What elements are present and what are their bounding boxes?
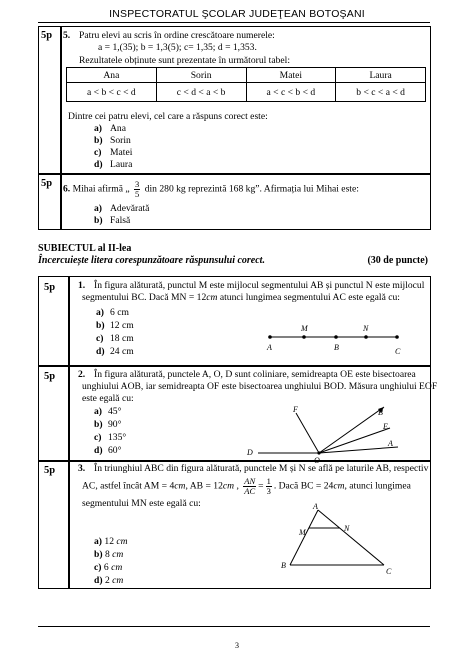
- option-label: b): [94, 549, 103, 560]
- q5-points-cell: [38, 26, 62, 175]
- label-b: B: [281, 561, 286, 570]
- q6-statement: [63, 180, 359, 199]
- point-n: [364, 335, 368, 339]
- s2q3-line-2-c: ,: [234, 480, 239, 492]
- option-number: 12: [104, 536, 114, 547]
- s2q2-line-1: În figura alăturată, punctele A, O, D sunt coliniare, semidreapta OE este bisectoarea: [94, 369, 416, 380]
- q5-points: 5p: [41, 30, 53, 41]
- point-c: [395, 335, 399, 339]
- s2q3-unit-1: cm: [174, 480, 186, 492]
- q6-points: 5p: [41, 178, 53, 189]
- option-number: 2: [104, 575, 110, 586]
- q5-option-label: b): [94, 135, 103, 146]
- point-o: [317, 451, 320, 454]
- q6-fraction: [134, 180, 140, 199]
- s2q2-line-2: unghiului AOB, iar semidreapta OF este bisectoarea unghiului BOD. Măsura unghiului EOF: [82, 381, 438, 392]
- option-label: c): [94, 562, 102, 573]
- label-a: A: [267, 343, 272, 352]
- label-o: O: [314, 456, 320, 464]
- option-number: 8: [104, 549, 110, 560]
- section-instruction: Încercuiește litera corespunzătoare răspunsului corect.: [38, 255, 265, 266]
- q6-option-label: a): [94, 203, 102, 214]
- q6-option-label: b): [94, 215, 103, 226]
- s2q1-points: 5p: [44, 282, 56, 293]
- option-unit: cm: [111, 562, 123, 573]
- s2q2-option-text: 135°: [108, 432, 127, 443]
- s2q1-number: 1.: [78, 280, 86, 291]
- s2q1-option-label: a): [96, 307, 104, 318]
- s2q2-option-text: 90°: [108, 419, 122, 430]
- table-cell: Sorin: [156, 68, 246, 83]
- q6-number: 6.: [63, 183, 71, 195]
- fraction-denominator: 3: [266, 486, 271, 496]
- fraction-numerator: AN: [244, 476, 256, 486]
- s2q1-option-text: 12 cm: [110, 320, 134, 331]
- fraction-denominator: AC: [244, 486, 256, 496]
- s2q1-option-label: b): [96, 320, 105, 331]
- q5-text-1: Patru elevi au scris în ordine crescătoare numerele:: [79, 30, 275, 41]
- side-ac: [318, 510, 384, 565]
- s2q1-option-label: c): [96, 333, 104, 344]
- s2q3-line-2-d: . Dacă BC = 24: [273, 480, 334, 492]
- label-n: N: [363, 324, 369, 333]
- point-b: [334, 335, 338, 339]
- table-cell: c < d < a < b: [156, 83, 246, 102]
- side-ab: [290, 510, 318, 565]
- s2q3-option: [94, 549, 123, 561]
- option-label: d): [94, 575, 103, 586]
- s2q1-line-2-a: segmentului BC. Dacă MN = 12: [82, 292, 207, 303]
- s2q2-option-text: 45°: [108, 406, 122, 417]
- label-e: E: [383, 422, 388, 431]
- option-unit: cm: [116, 536, 128, 547]
- label-a: A: [313, 502, 318, 511]
- s2q1-unit: cm: [206, 292, 218, 303]
- option-unit: cm: [112, 575, 124, 586]
- s2q3-line-1: În triunghiul ABC din figura alăturată, punctele M și N se află pe laturile AB, respectiv: [94, 463, 429, 474]
- table-cell: Ana: [67, 68, 157, 83]
- s2q3-line-2: [82, 477, 411, 496]
- s2q2-option-text: 60°: [108, 445, 122, 456]
- q6-text-after: din 280 kg reprezintă 168 kg”. Afirmația lui Mihai este:: [144, 183, 359, 195]
- table-row: [67, 68, 426, 83]
- q5-option-text: Matei: [110, 147, 133, 158]
- s2q3-fraction-an-ac: [243, 477, 256, 496]
- s2q1-option-text: 24 cm: [110, 346, 134, 357]
- s2q3-triangle-figure: [276, 502, 400, 578]
- q6-fraction-denominator: 5: [135, 189, 140, 199]
- s2q3-unit-2: cm: [222, 480, 235, 492]
- point-m: [302, 335, 306, 339]
- footer-rule: [38, 626, 430, 627]
- point-a: [268, 335, 272, 339]
- q5-option-text: Laura: [110, 159, 133, 170]
- s2q3-option: [94, 575, 123, 587]
- option-label: a): [94, 536, 102, 547]
- q5-option-label: d): [94, 159, 103, 170]
- q6-fraction-numerator: 3: [135, 179, 140, 189]
- q6-text-before: Mihai afirmă „: [72, 183, 130, 195]
- option-number: 6: [103, 562, 109, 573]
- s2q3-option: [94, 562, 122, 574]
- header-rule: [38, 22, 430, 23]
- s2q1-line-2-b: atunci lungimea segmentului AC este egală cu:: [217, 292, 400, 303]
- s2q3-number: 3.: [78, 463, 86, 474]
- label-c: C: [386, 567, 392, 576]
- s2q2-option-label: b): [94, 419, 103, 430]
- q5-number: 5.: [63, 30, 71, 41]
- s2q1-option-text: 18 cm: [110, 333, 134, 344]
- table-cell: Matei: [246, 68, 336, 83]
- s2q1-line-2: [82, 292, 400, 304]
- q6-option-text: Falsă: [110, 215, 131, 226]
- ray-oe: [319, 428, 390, 453]
- s2q3-points: 5p: [44, 465, 56, 476]
- page-number: 3: [235, 641, 239, 650]
- s2q3-line-3: segmentului MN este egală cu:: [82, 498, 201, 509]
- q5-text-2: a = 1,(35); b = 1,3(5); c= 1,35; d = 1,353.: [98, 42, 257, 53]
- label-n: N: [344, 524, 350, 533]
- label-d: D: [247, 448, 253, 457]
- s2q3-points-cell: [38, 460, 70, 589]
- label-a: A: [388, 439, 393, 448]
- s2q2-number: 2.: [78, 369, 86, 380]
- option-unit: cm: [112, 549, 124, 560]
- ray-ob: [319, 407, 384, 453]
- s2q3-line-2-a: AC, astfel încât AM = 4: [82, 480, 175, 492]
- s2q1-segment-figure: [262, 322, 422, 358]
- fraction-numerator: 1: [266, 476, 271, 486]
- table-cell: a < b < c < d: [67, 83, 157, 102]
- label-c: C: [395, 347, 401, 356]
- s2q3-unit-3: cm: [333, 480, 345, 492]
- s2q3-equals: =: [258, 480, 264, 492]
- s2q2-points: 5p: [44, 371, 56, 382]
- label-b: B: [378, 408, 383, 417]
- s2q3-option: [94, 536, 128, 548]
- table-cell: Laura: [336, 68, 426, 83]
- s2q3-line-2-b: , AB = 12: [185, 480, 223, 492]
- q5-option-label: a): [94, 123, 102, 134]
- s2q1-line-1: În figura alăturată, punctul M este mijlocul segmentului AB și punctul N este mijlocul: [94, 280, 425, 291]
- q6-option-text: Adevărată: [110, 203, 150, 214]
- s2q2-option-label: c): [94, 432, 102, 443]
- s2q3-line-2-e: , atunci lungimea: [344, 480, 411, 492]
- label-f: F: [293, 405, 298, 414]
- s2q3-fraction-one-third: [266, 477, 272, 496]
- s2q1-option-label: d): [96, 346, 105, 357]
- section-title: SUBIECTUL al II-lea: [38, 243, 132, 254]
- label-b: B: [334, 343, 339, 352]
- q5-option-text: Ana: [110, 123, 126, 134]
- s2q2-option-label: d): [94, 445, 103, 456]
- q5-results-table: [66, 67, 426, 102]
- ray-oa: [319, 447, 398, 453]
- q5-text-3: Rezultatele obținute sunt prezentate în următorul tabel:: [79, 55, 290, 66]
- ray-of: [296, 413, 319, 453]
- table-row: [67, 83, 426, 102]
- table-cell: b < c < a < d: [336, 83, 426, 102]
- s2q2-line-3: este egală cu:: [82, 393, 134, 404]
- table-cell: a < c < b < d: [246, 83, 336, 102]
- label-m: M: [301, 324, 308, 333]
- q5-question: Dintre cei patru elevi, cel care a răspuns corect este:: [68, 111, 268, 122]
- s2q2-angle-figure: [242, 402, 402, 464]
- q5-option-label: c): [94, 147, 102, 158]
- s2q2-option-label: a): [94, 406, 102, 417]
- page-header: INSPECTORATUL ŞCOLAR JUDEŢEAN BOTOŞANI: [109, 8, 365, 20]
- section-score: (30 de puncte): [367, 255, 428, 266]
- label-m: M: [299, 528, 306, 537]
- q5-option-text: Sorin: [110, 135, 131, 146]
- s2q1-option-text: 6 cm: [110, 307, 129, 318]
